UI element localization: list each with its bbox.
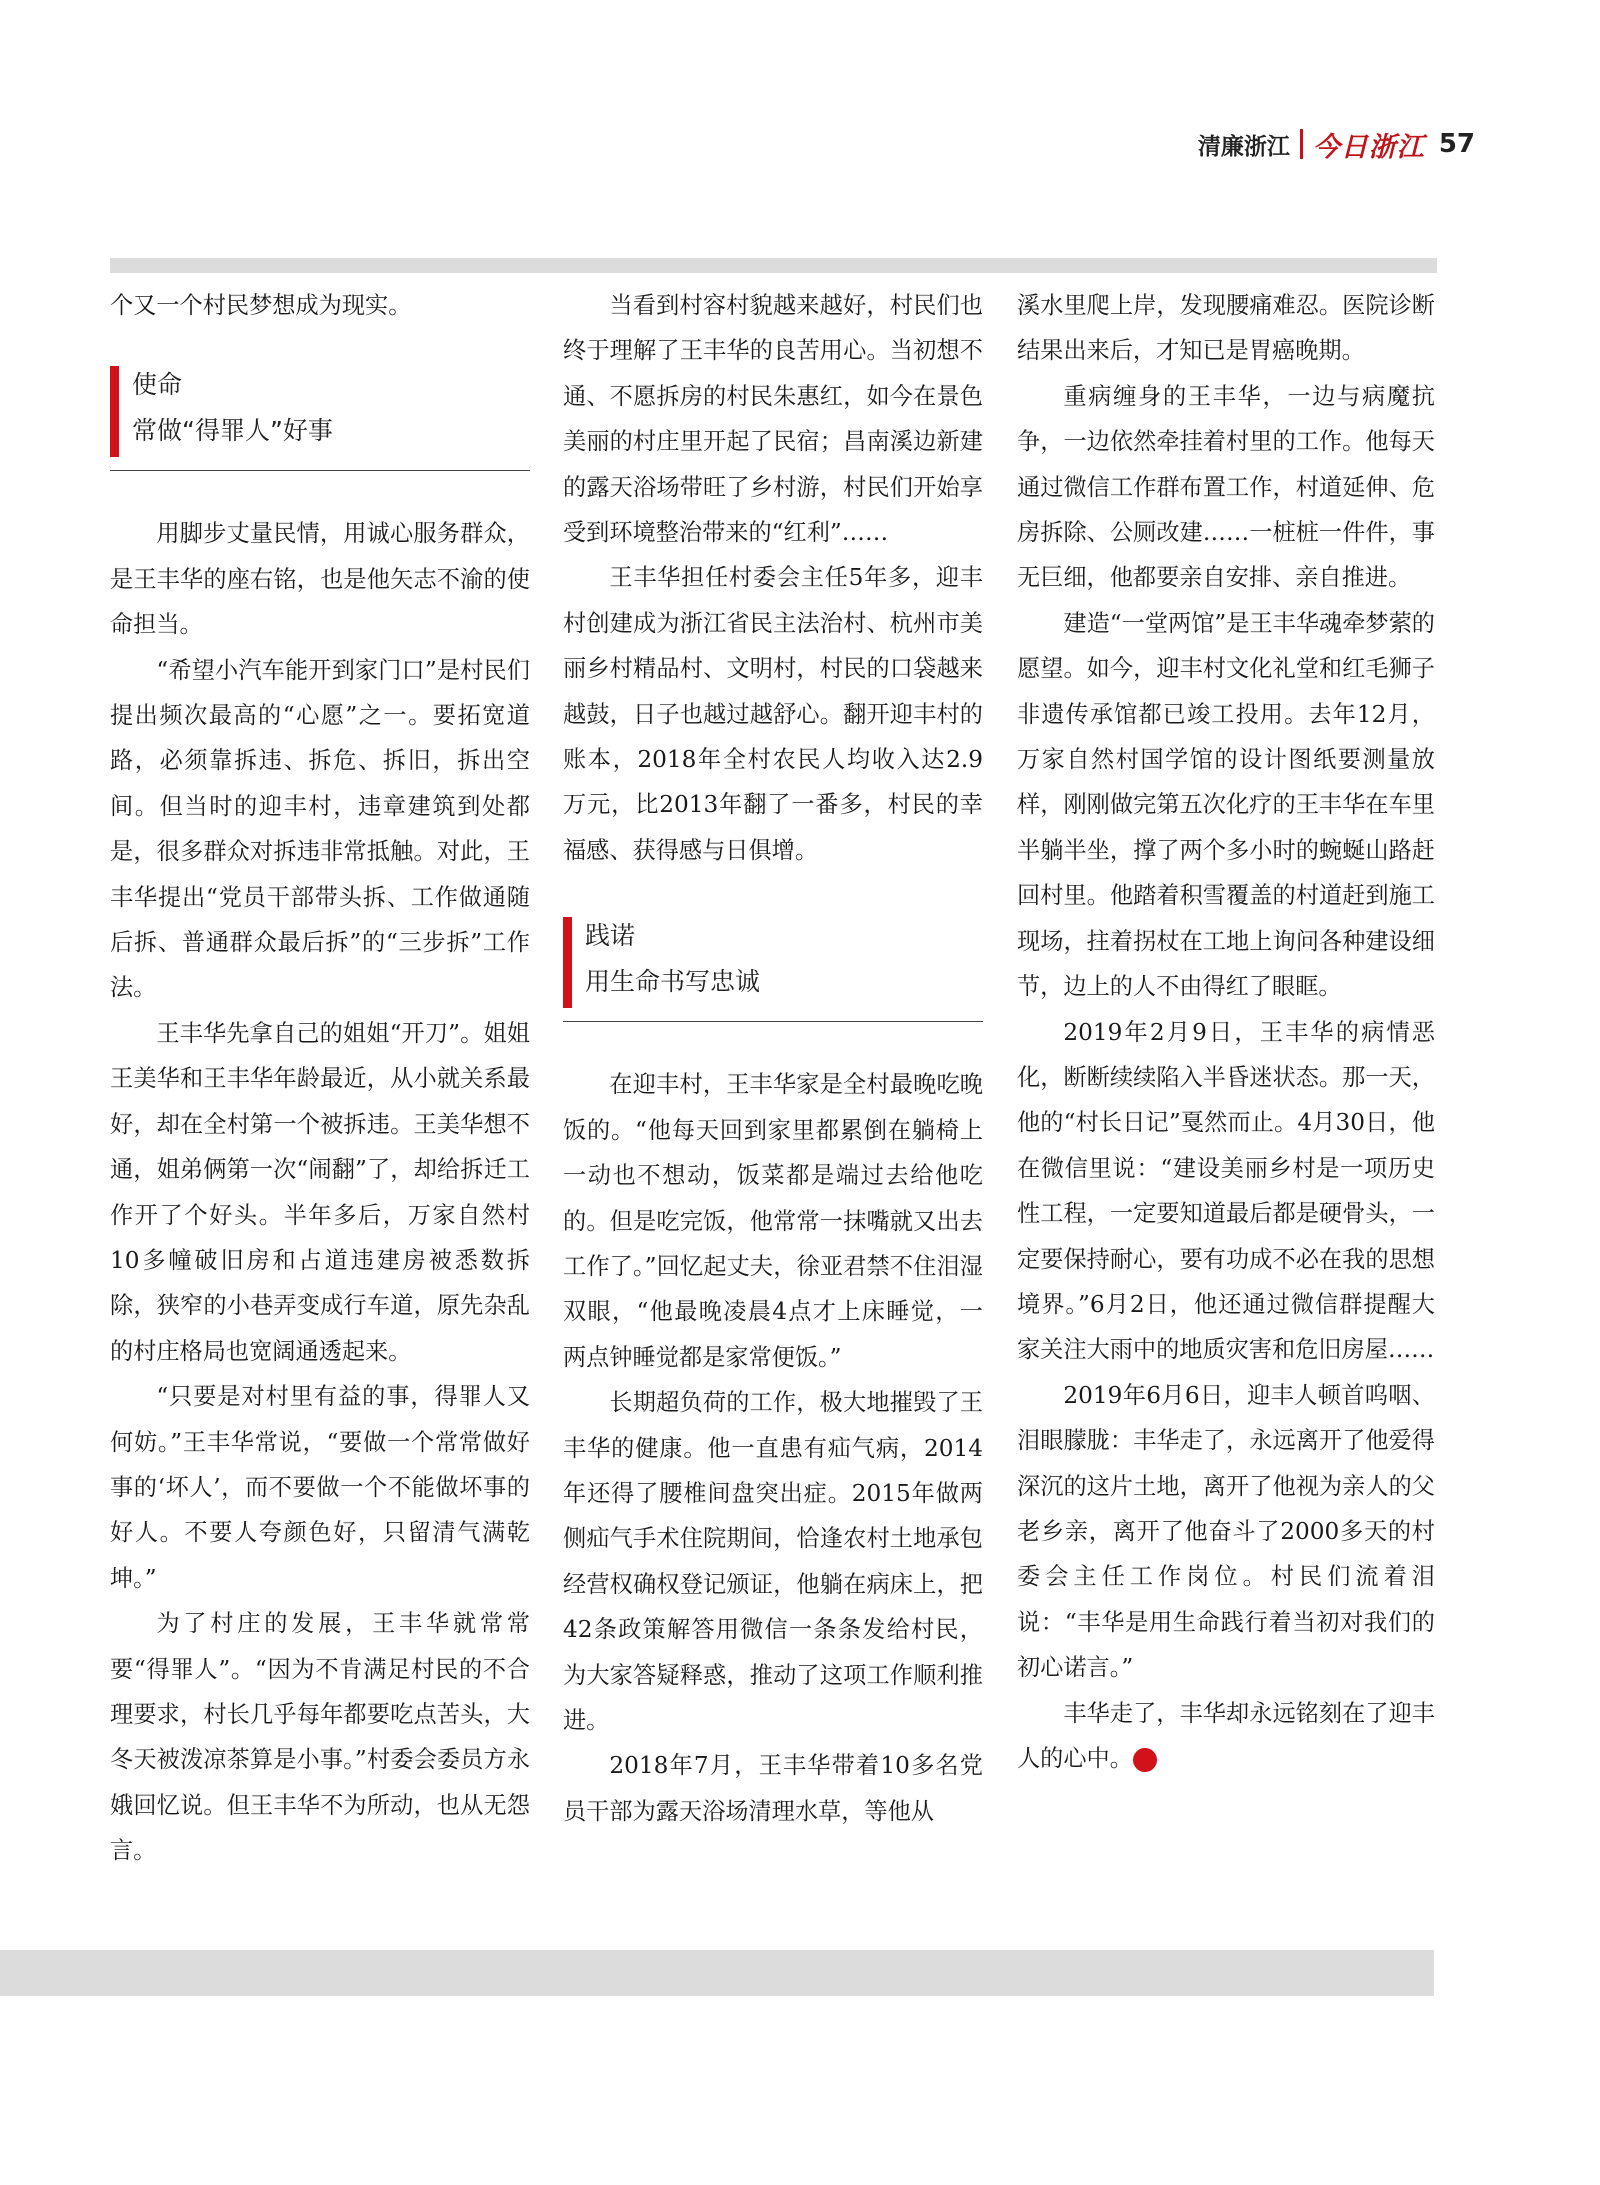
article-column-2	[563, 283, 983, 1834]
magazine-logo: 今日浙江	[1312, 131, 1425, 163]
end-mark-icon: 今	[1133, 1748, 1157, 1772]
paragraph: 当看到村容村貌越来越好，村民们也终于理解了王丰华的良苦用心。当初想不通、不愿拆房的村民朱惠红，如今在景色美丽的村庄里开起了民宿；昌南溪边新建的露天浴场带旺了乡村游，村民们开始享受到环境整治带来的“红利”……	[563, 292, 983, 547]
closing-paragraph	[1017, 1691, 1435, 1782]
section-name: 清廉浙江	[1197, 133, 1290, 160]
header-divider	[1300, 129, 1303, 159]
paragraph: 用脚步丈量民情，用诚心服务群众，是王丰华的座右铭，也是他矢志不渝的使命担当。	[110, 520, 530, 639]
article-column-1	[110, 283, 530, 1874]
paragraph: 建造“一堂两馆”是王丰华魂牵梦萦的愿望。如今，迎丰村文化礼堂和红毛狮子非遗传承馆都已竣工投用。去年12月，万家自然村国学馆的设计图纸要测量放样，刚刚做完第五次化疗的王丰华在车里半躺半坐，撑了两个多小时的蜿蜒山路赶回村里。他踏着积雪覆盖的村道赶到施工现场，拄着拐杖在工地上询问各种建设细节，边上的人不由得红了眼眶。	[1017, 609, 1435, 1001]
subheading-accent-bar	[110, 366, 119, 457]
page-header	[1198, 124, 1475, 164]
subheading-accent-bar	[563, 917, 572, 1008]
paragraph: 2018年7月，王丰华带着10多名党员干部为露天浴场清理水草，等他从	[563, 1752, 983, 1825]
subheading-promise	[563, 913, 983, 1022]
paragraph: “只要是对村里有益的事，得罪人又何妨。”王丰华常说，“要做一个常常做好事的‘坏人’，而不要做一个不能做坏事的好人。不要人夸颜色好，只留清气满乾坤。”	[110, 1383, 530, 1592]
paragraph: 王丰华先拿自己的姐姐“开刀”。姐姐王美华和王丰华年龄最近，从小就关系最好，却在全村第一个被拆违。王美华想不通，姐弟俩第一次“闹翻”了，却给拆迁工作开了个好头。半年多后，万家自然村10多幢破旧房和占道违建房被悉数拆除，狭窄的小巷弄变成行车道，原先杂乱的村庄格局也宽阔通透起来。	[110, 1019, 530, 1365]
paragraph: 在迎丰村，王丰华家是全村最晚吃晚饭的。“他每天回到家里都累倒在躺椅上一动也不想动，饭菜都是端过去给他吃的。但是吃完饭，他常常一抹嘴就又出去工作了。”回忆起丈夫，徐亚君禁不住泪湿双眼，“他最晚凌晨4点才上床睡觉，一两点钟睡觉都是家常便饭。”	[563, 1071, 983, 1371]
subheading-kicker: 践诺	[585, 921, 636, 951]
bottom-gray-bar	[0, 1950, 1434, 1996]
paragraph: 溪水里爬上岸，发现腰痛难忍。医院诊断结果出来后，才知已是胃癌晚期。	[1017, 292, 1435, 365]
paragraph: 长期超负荷的工作，极大地摧毁了王丰华的健康。他一直患有疝气病，2014年还得了腰椎间盘突出症。2015年做两侧疝气手术住院期间，恰逢农村土地承包经营权确权登记颁证，他躺在病床上，把42条政策解答用微信一条条发给村民，为大家答疑释惑，推动了这项工作顺利推进。	[563, 1389, 983, 1734]
paragraph: 个又一个村民梦想成为现实。	[110, 292, 412, 319]
paragraph: 重病缠身的王丰华，一边与病魔抗争，一边依然牵挂着村里的工作。他每天通过微信工作群布置工作，村道延伸、危房拆除、公厕改建……一桩桩一件件，事无巨细，他都要亲自安排、亲自推进。	[1017, 382, 1435, 592]
subheading-mission	[110, 362, 530, 471]
paragraph: 为了村庄的发展，王丰华就常常要“得罪人”。“因为不肯满足村民的不合理要求，村长几乎每年都要吃点苦头，大冬天被泼凉茶算是小事。”村委会委员方永娥回忆说。但王丰华不为所动，也从无怨言。	[110, 1610, 530, 1865]
top-gray-bar	[110, 258, 1437, 273]
page-number: 57	[1438, 129, 1475, 159]
subheading-title: 用生命书写忠诚	[585, 967, 761, 997]
closing-text: 丰华走了，丰华却永远铭刻在了迎丰人的心中。	[1017, 1699, 1435, 1772]
paragraph: 王丰华担任村委会主任5年多，迎丰村创建成为浙江省民主法治村、杭州市美丽乡村精品村、文明村，村民的口袋越来越鼓，日子也越过越舒心。翻开迎丰村的账本，2018年全村农民人均收入达2.9万元，比2013年翻了一番多，村民的幸福感、获得感与日俱增。	[563, 564, 983, 864]
paragraph: “希望小汽车能开到家门口”是村民们提出频次最高的“心愿”之一。要拓宽道路，必须靠拆违、拆危、拆旧，拆出空间。但当时的迎丰村，违章建筑到处都是，很多群众对拆违非常抵触。对此，王丰华提出“党员干部带头拆、工作做通随后拆、普通群众最后拆”的“三步拆”工作法。	[110, 656, 530, 1002]
subheading-title: 常做“得罪人”好事	[132, 416, 333, 446]
paragraph: 2019年2月9日，王丰华的病情恶化，断断续续陷入半昏迷状态。那一天，他的“村长日记”戛然而止。4月30日，他在微信里说：“建设美丽乡村是一项历史性工程，一定要知道最后都是硬骨头，一定要保持耐心，要有功成不必在我的思想境界。”6月2日，他还通过微信群提醒大家关注大雨中的地质灾害和危旧房屋……	[1017, 1018, 1435, 1364]
paragraph: 2019年6月6日，迎丰人顿首呜咽、泪眼朦胧：丰华走了，永远离开了他爱得深沉的这片土地，离开了他视为亲人的父老乡亲，离开了他奋斗了2000多天的村委会主任工作岗位。村民们流着泪说：“丰华是用生命践行着当初对我们的初心诺言。”	[1017, 1381, 1435, 1682]
subheading-kicker: 使命	[132, 370, 183, 400]
article-column-3	[1017, 283, 1435, 1781]
